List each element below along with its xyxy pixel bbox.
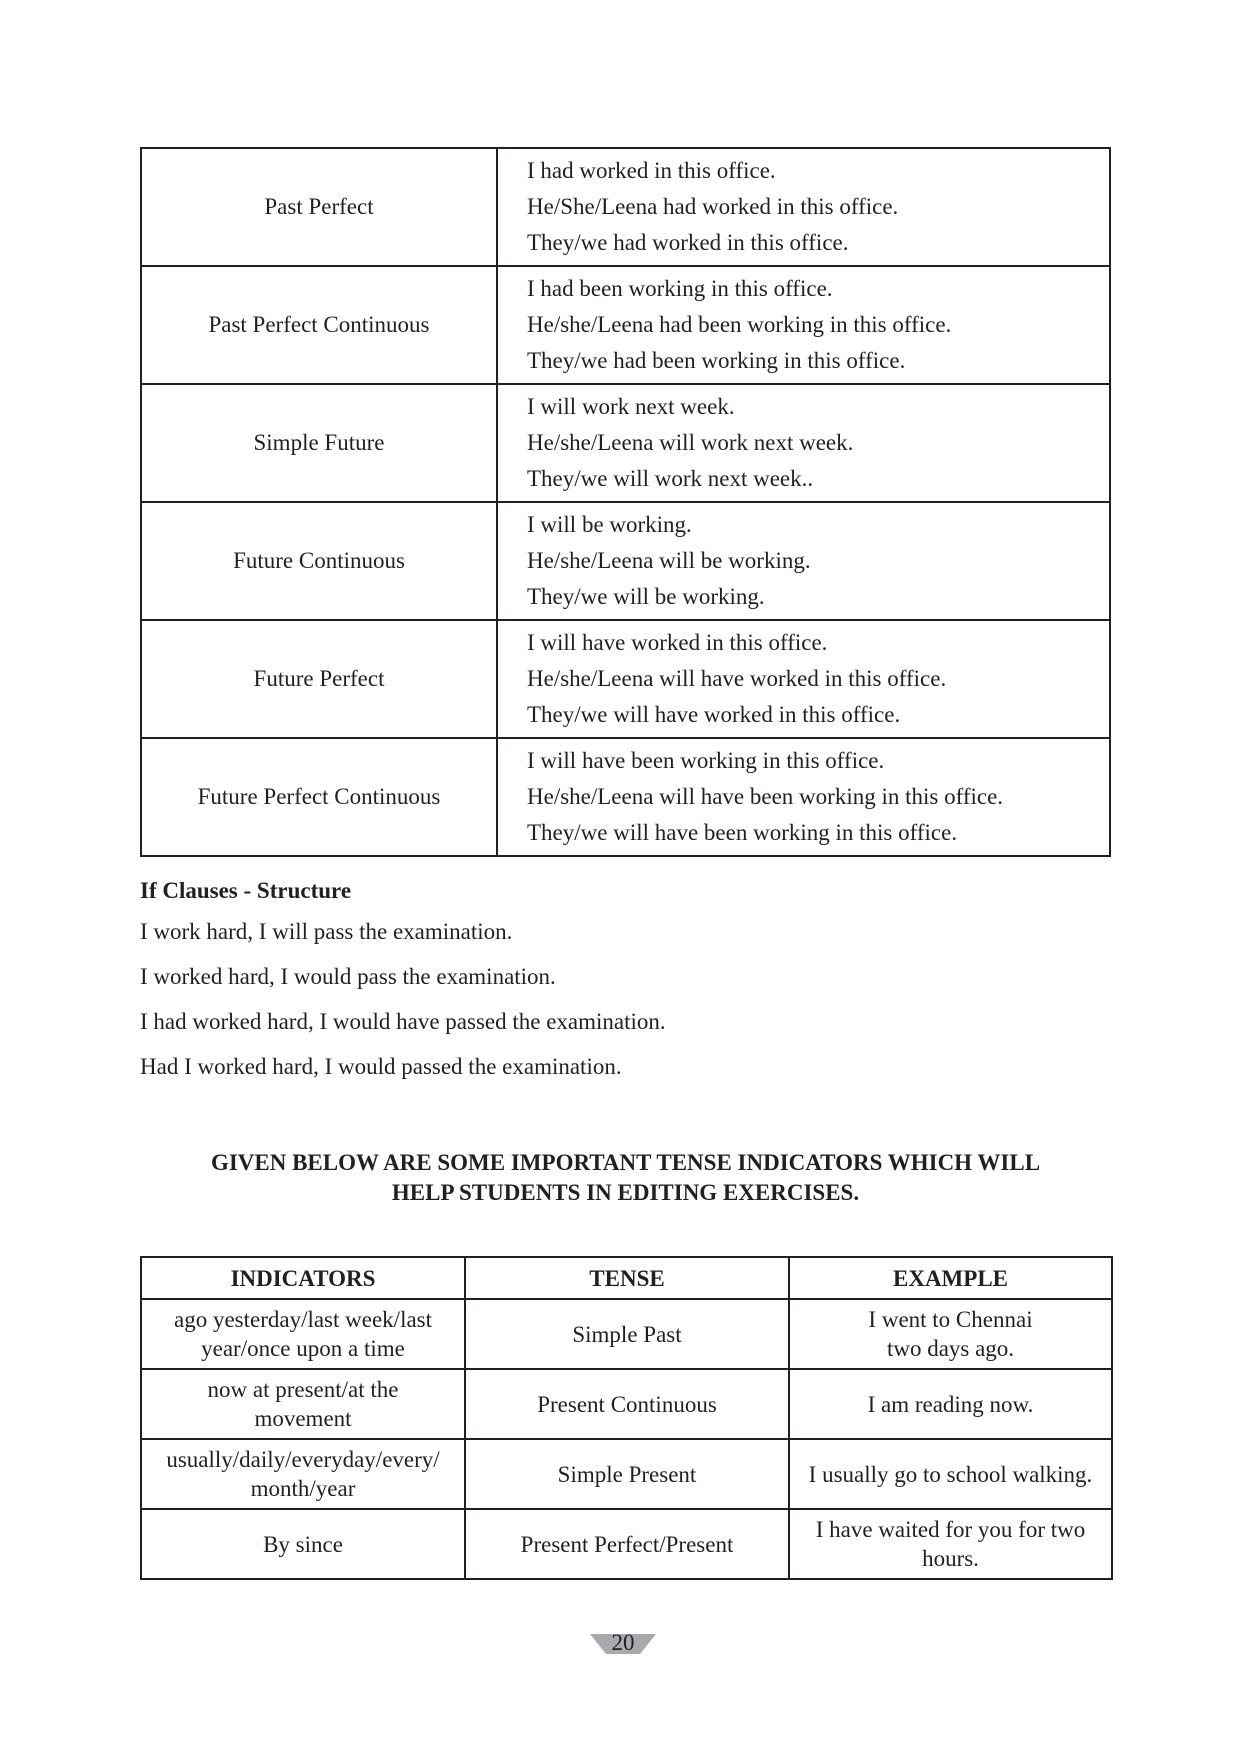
tense-examples-cell: [497, 384, 1110, 502]
example-cell-line: I have waited for you for two: [815, 1517, 1086, 1542]
tense-example-line: They/we will have worked in this office.: [527, 702, 901, 727]
indicators-cell-line: now at present/at the: [207, 1377, 399, 1402]
indicators-header-row: [141, 1257, 1112, 1299]
tense-examples-cell: [497, 148, 1110, 266]
tense-example-line: I will work next week.: [527, 394, 735, 419]
page-number: 20: [611, 1630, 635, 1655]
indicators-table-body: [141, 1299, 1112, 1579]
indicators-cell-line: By since: [263, 1531, 343, 1557]
tense-example-line: They/we will work next week..: [527, 466, 814, 491]
tense-example-line: They/we had worked in this office.: [527, 230, 849, 255]
indicators-cell-line: movement: [254, 1406, 352, 1431]
tense-example-line: I had worked in this office.: [527, 158, 776, 183]
example-cell: [789, 1439, 1112, 1509]
tense-name-cell: Future Perfect: [141, 620, 497, 738]
indicators-header: INDICATORS: [141, 1257, 465, 1299]
indicators-cell: [141, 1299, 465, 1369]
tense-row: [141, 738, 1110, 856]
tense-example-line: They/we will be working.: [527, 584, 765, 609]
indicators-cell-line: ago yesterday/last week/last: [173, 1307, 433, 1332]
if-clause-line: Had I worked hard, I would passed the examination.: [140, 1054, 622, 1079]
tense-name-cell: Future Continuous: [141, 502, 497, 620]
example-cell: [789, 1299, 1112, 1369]
tense-examples-cell: [497, 738, 1110, 856]
tense-example-line: He/she/Leena will have worked in this office.: [527, 666, 947, 691]
tense-row: [141, 620, 1110, 738]
notice-line: HELP STUDENTS IN EDITING EXERCISES.: [391, 1180, 860, 1205]
if-clause-line: I worked hard, I would pass the examination.: [140, 964, 556, 989]
tense-structure-table: [140, 147, 1111, 857]
example-cell: [789, 1369, 1112, 1439]
tense-header: TENSE: [465, 1257, 789, 1299]
tense-name-cell: Future Perfect Continuous: [141, 738, 497, 856]
tense-example-line: He/she/Leena had been working in this office.: [527, 312, 952, 337]
tense-example-line: I will be working.: [527, 512, 692, 537]
tense-examples-cell: [497, 266, 1110, 384]
tense-example-line: He/she/Leena will be working.: [527, 548, 811, 573]
tense-name-cell: Simple Future: [141, 384, 497, 502]
tense-examples-cell: [497, 502, 1110, 620]
indicators-table-head: [141, 1257, 1112, 1299]
tense-cell: Simple Past: [465, 1299, 789, 1369]
tense-cell: Present Perfect/Present: [465, 1509, 789, 1579]
tense-example-line: I had been working in this office.: [527, 276, 833, 301]
notice-line: GIVEN BELOW ARE SOME IMPORTANT TENSE INDICATORS WHICH WILL: [210, 1150, 1041, 1175]
indicator-row: [141, 1439, 1112, 1509]
tense-row: [141, 384, 1110, 502]
indicators-cell: [141, 1509, 465, 1579]
example-cell-line: I went to Chennai: [868, 1307, 1033, 1332]
tense-example-line: I will have worked in this office.: [527, 630, 828, 655]
tense-name-cell: Past Perfect: [141, 148, 497, 266]
tense-table-body: [141, 148, 1110, 856]
indicator-row: [141, 1299, 1112, 1369]
indicators-cell: [141, 1369, 465, 1439]
tense-indicators-notice: [140, 1148, 1111, 1208]
indicators-cell-line: month/year: [250, 1476, 356, 1501]
tense-example-line: They/we had been working in this office.: [527, 348, 906, 373]
if-clauses-section: [140, 878, 1120, 1098]
tense-cell: Present Continuous: [465, 1369, 789, 1439]
if-clause-line: I had worked hard, I would have passed the examination.: [140, 1009, 666, 1034]
indicators-cell-line: usually/daily/everyday/every/: [166, 1447, 440, 1472]
tense-example-line: They/we will have been working in this office.: [527, 820, 958, 845]
if-clause-line: I work hard, I will pass the examination.: [140, 919, 513, 944]
if-clauses-heading: If Clauses - Structure: [140, 878, 352, 903]
tense-row: [141, 148, 1110, 266]
example-cell-line: two days ago.: [886, 1336, 1015, 1361]
tense-indicators-table: [140, 1256, 1113, 1580]
page-number-marker: [590, 1630, 656, 1656]
tense-example-line: I will have been working in this office.: [527, 748, 885, 773]
tense-cell: Simple Present: [465, 1439, 789, 1509]
tense-example-line: He/she/Leena will work next week.: [527, 430, 854, 455]
tense-example-line: He/she/Leena will have been working in this office.: [527, 784, 1004, 809]
example-cell: [789, 1509, 1112, 1579]
tense-examples-cell: [497, 620, 1110, 738]
indicators-cell-line: year/once upon a time: [201, 1336, 405, 1361]
tense-example-line: He/She/Leena had worked in this office.: [527, 194, 899, 219]
tense-name-cell: Past Perfect Continuous: [141, 266, 497, 384]
indicator-row: [141, 1369, 1112, 1439]
indicators-cell: [141, 1439, 465, 1509]
example-cell-line: hours.: [922, 1546, 979, 1571]
indicator-row: [141, 1509, 1112, 1579]
example-cell-line: I am reading now.: [867, 1391, 1034, 1417]
example-header: EXAMPLE: [789, 1257, 1112, 1299]
example-cell-line: I usually go to school walking.: [808, 1461, 1093, 1487]
tense-row: [141, 502, 1110, 620]
tense-row: [141, 266, 1110, 384]
